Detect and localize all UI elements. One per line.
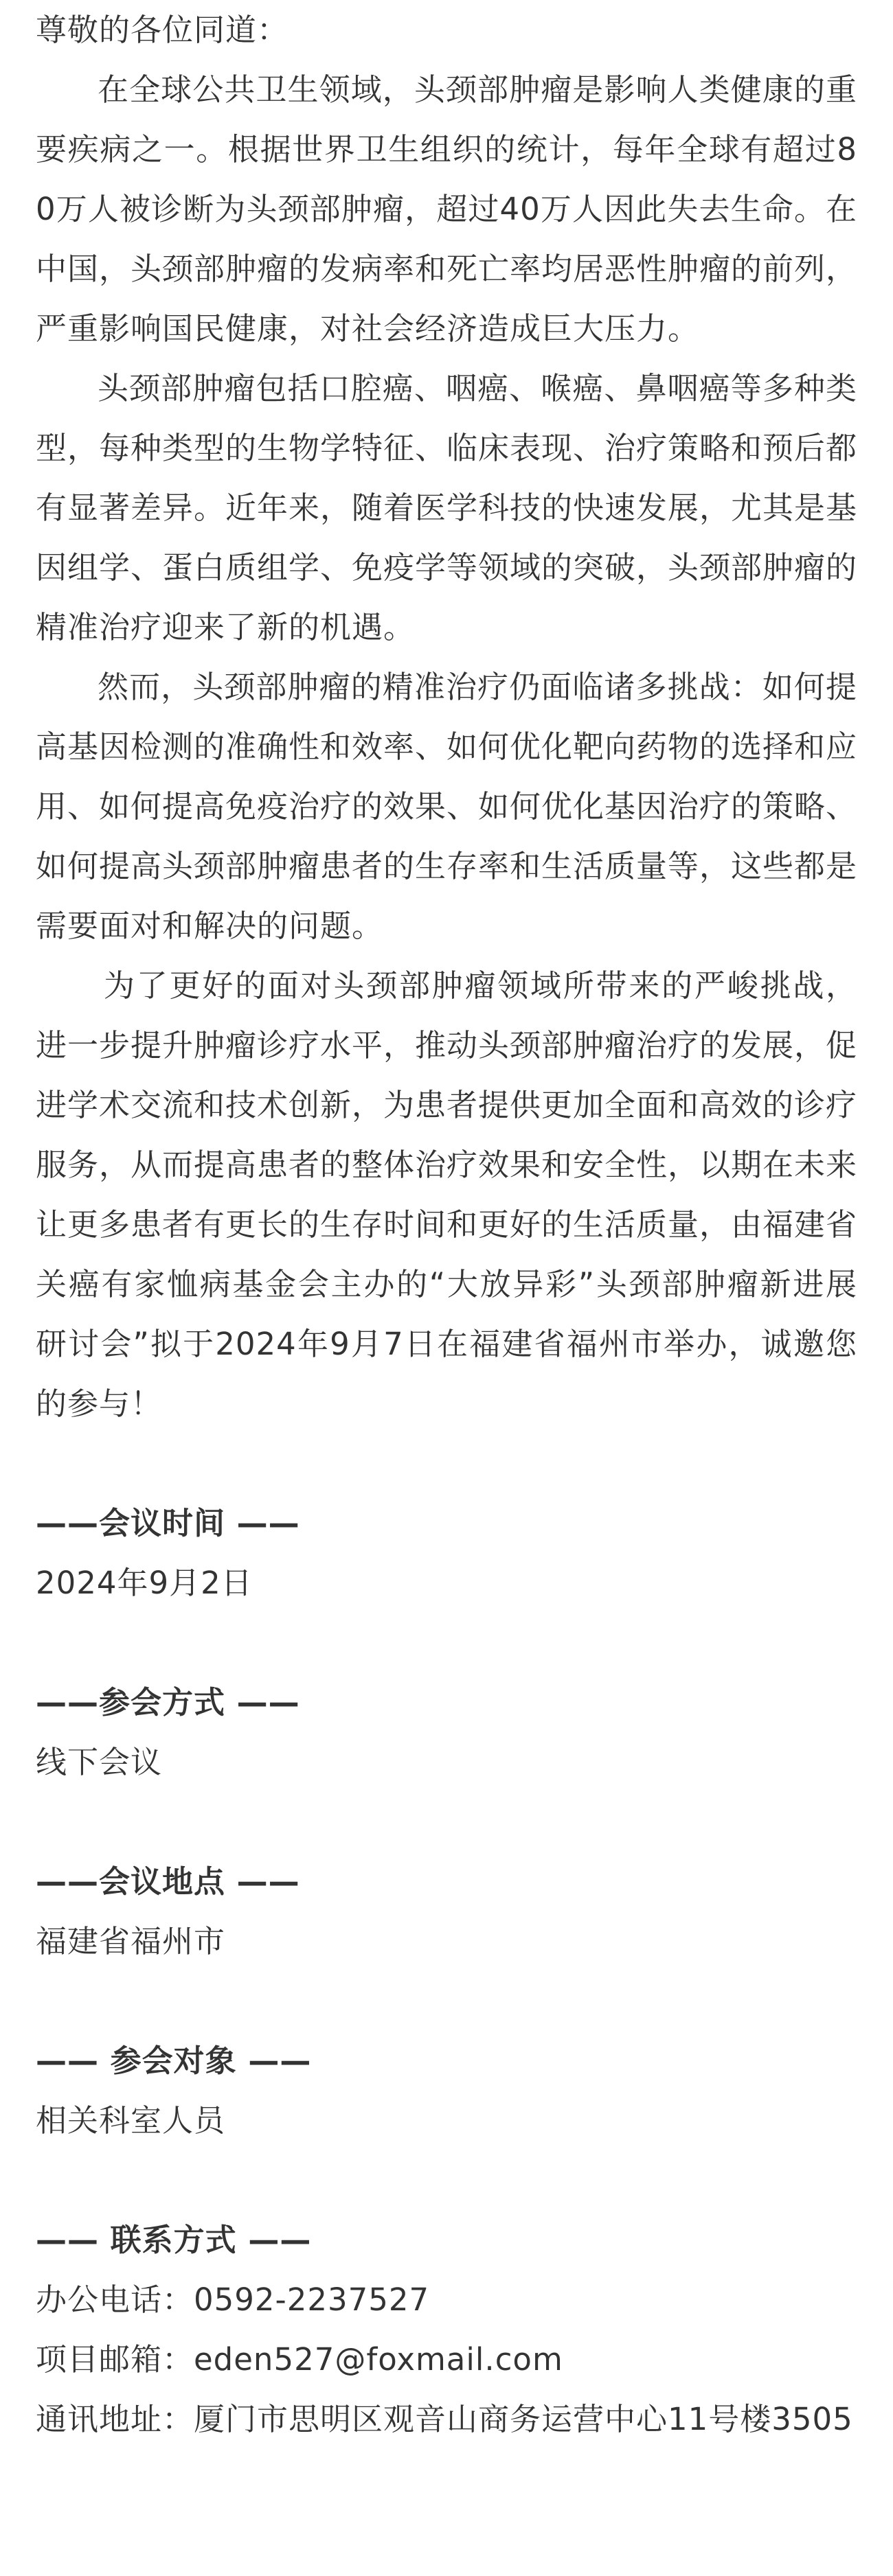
contact-phone: 办公电话：0592-2237527 <box>36 2281 430 2318</box>
paragraph-invitation: 为了更好的面对头颈部肿瘤领域所带来的严峻挑战，进一步提升肿瘤诊疗水平，推动头颈部肿瘤治疗的发展，促进学术交流和技术创新，为患者提供更加全面和高效的诊疗服务，从而提高患者的整体治疗效果和安全性，以期在未来让更多患者有更长的生存时间和更好的生活质量，由福建省关癌有家恤病基金会主办的“大放异彩”头颈部肿瘤新进展研讨会”拟于2024年9月7日在福建省福州市举办，诚邀您的参与！ <box>36 967 858 1422</box>
section-meeting-time <box>36 1493 857 1613</box>
section-heading-location: ——会议地点 —— <box>36 1863 300 1900</box>
attendance-mode-value: 线下会议 <box>36 1744 163 1780</box>
section-meeting-location <box>36 1852 857 1971</box>
paragraph-types: 头颈部肿瘤包括口腔癌、咽癌、喉癌、鼻咽癌等多种类型，每种类型的生物学特征、临床表现、治疗策略和预后都有显著差异。近年来，随着医学科技的快速发展，尤其是基因组学、蛋白质组学、免疫学等领域的突破，头颈部肿瘤的精准治疗迎来了新的机遇。 <box>36 370 858 645</box>
section-heading-contact: —— 联系方式 —— <box>36 2222 312 2258</box>
section-contact <box>36 2210 857 2449</box>
audience-value: 相关科室人员 <box>36 2102 226 2139</box>
section-audience <box>36 2031 857 2150</box>
contact-email: 项目邮箱：eden527@foxmail.com <box>36 2341 563 2378</box>
meeting-location-value: 福建省福州市 <box>36 1923 226 1959</box>
meeting-time-value: 2024年9月2日 <box>36 1565 253 1601</box>
section-heading-time: ——会议时间 —— <box>36 1505 300 1541</box>
section-heading-audience: —— 参会对象 —— <box>36 2043 312 2079</box>
greeting: 尊敬的各位同道： <box>36 12 289 48</box>
contact-address: 通讯地址：厦门市思明区观音山商务运营中心11号楼3505 <box>36 2401 853 2437</box>
section-heading-mode: ——参会方式 —— <box>36 1684 300 1721</box>
section-attendance-mode <box>36 1672 857 1792</box>
paragraph-intro: 在全球公共卫生领域，头颈部肿瘤是影响人类健康的重要疾病之一。根据世界卫生组织的统计，每年全球有超过80万人被诊断为头颈部肿瘤，超过40万人因此失去生命。在中国，头颈部肿瘤的发病率和死亡率均居恶性肿瘤的前列，严重影响国民健康，对社会经济造成巨大压力。 <box>36 71 858 347</box>
paragraph-challenges: 然而，头颈部肿瘤的精准治疗仍面临诸多挑战：如何提高基因检测的准确性和效率、如何优化靶向药物的选择和应用、如何提高免疫治疗的效果、如何优化基因治疗的策略、如何提高头颈部肿瘤患者的生存率和生活质量等，这些都是需要面对和解决的问题。 <box>36 669 858 944</box>
